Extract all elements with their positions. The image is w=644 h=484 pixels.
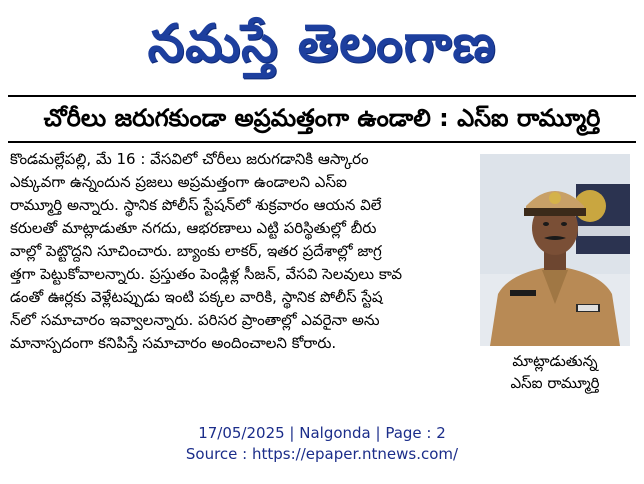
article-line: ఎక్కువగా ఉన్నందున ప్రజలు అప్రమత్తంగా ఉండాలని ఎస్ఐ: [10, 173, 347, 191]
article-line: కొండమల్లేపల్లి, మే 16 : వేసవిలో చోరీలు జరుగడానికి ఆస్కారం: [10, 150, 369, 168]
article-line: న్‌లో సమాచారం ఇవ్వాలన్నారు. పరిసర ప్రాంతాల్లో ఎవరైనా అను: [10, 311, 380, 329]
headline-bottom-rule: [8, 141, 636, 143]
newspaper-masthead: నమస్తే తెలంగాణ: [147, 14, 497, 74]
police-officer-photo-icon: [480, 154, 630, 346]
article-headline: చోరీలు జరుగకుండా అప్రమత్తంగా ఉండాలి : ఎస్ఐ రామ్మూర్తి: [43, 104, 601, 132]
article-body: [10, 148, 472, 398]
headline-top-rule: [8, 95, 636, 97]
article-line: మానాస్పదంగా కనిపిస్తే సమాచారం అందించాలని కోరారు.: [10, 334, 337, 352]
article-line: రామ్మూర్తి అన్నారు. స్థానిక పోలీస్ స్టేషన్‌లో శుక్రవారం ఆయన విలే: [10, 196, 382, 214]
article-line: డంతో ఊర్లకు వెళ్లేటప్పుడు ఇంటి పక్కల వారికి, స్థానిక పోలీస్ స్టేష: [10, 288, 383, 306]
article-line: వాల్లో పెట్టొద్దని సూచించారు. బ్యాంకు లాకర్, ఇతర ప్రదేశాల్లో జాగ్ర: [10, 242, 382, 260]
article-line: త్తగా పెట్టుకోవాలన్నారు. ప్రస్తుతం పెండ్లిళ్ల సీజన్, వేసవి సెలవులు కావ: [10, 265, 403, 283]
edition-info: 17/05/2025 | Nalgonda | Page : 2: [198, 424, 446, 442]
police-officer-photo: [480, 154, 630, 346]
article-line: కరులతో మాట్లాడుతూ నగదు, ఆభరణాలు ఎట్టి పరిస్థితుల్లో బీరు: [10, 219, 377, 237]
photo-caption: [480, 350, 630, 394]
source-link[interactable]: Source : https://epaper.ntnews.com/: [185, 445, 459, 463]
photo-caption-line: మాట్లాడుతున్న: [512, 352, 598, 370]
photo-caption-line: ఎస్ఐ రామ్మూర్తి: [510, 374, 600, 392]
